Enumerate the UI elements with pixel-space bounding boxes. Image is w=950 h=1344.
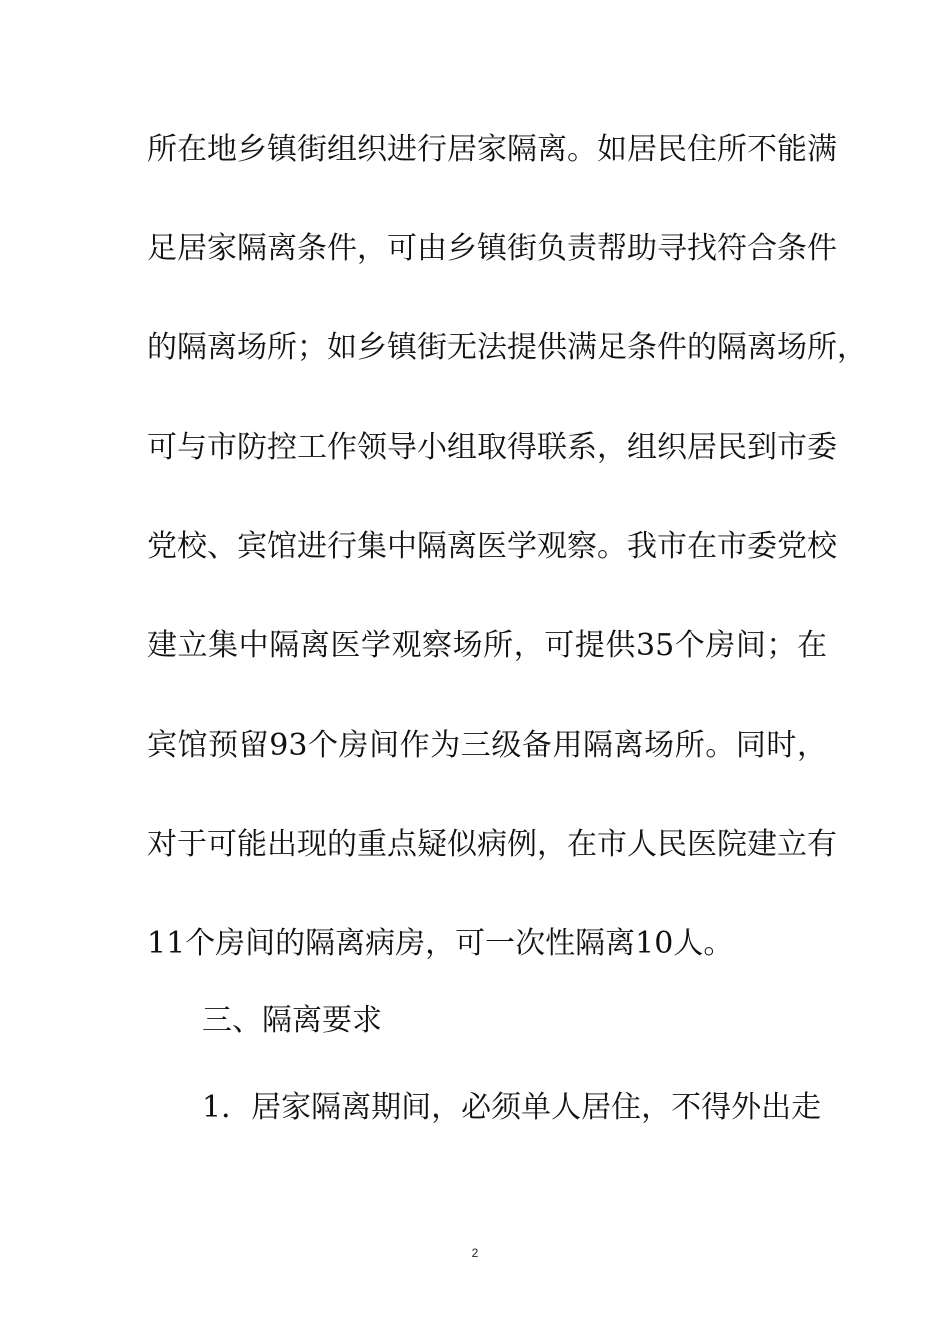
list-item: 1．居家隔离期间，必须单人居住，不得外出走 — [202, 1090, 822, 1125]
paragraph-line: 党校、宾馆进行集中隔离医学观察。我市在市委党校 — [147, 529, 837, 564]
paragraph-line: 建立集中隔离医学观察场所，可提供35个房间；在 — [147, 628, 827, 663]
paragraph-line: 可与市防控工作领导小组取得联系，组织居民到市委 — [147, 430, 837, 465]
paragraph-line: 所在地乡镇街组织进行居家隔离。如居民住所不能满 — [147, 132, 837, 167]
paragraph-line: 足居家隔离条件，可由乡镇街负责帮助寻找符合条件 — [147, 231, 837, 266]
paragraph-line: 宾馆预留93个房间作为三级备用隔离场所。同时， — [147, 728, 827, 763]
page-number: 2 — [471, 1246, 479, 1260]
section-heading: 三、隔离要求 — [202, 1003, 382, 1038]
paragraph-line: 11个房间的隔离病房，可一次性隔离10人。 — [147, 926, 734, 961]
paragraph-line: 的隔离场所；如乡镇街无法提供满足条件的隔离场所， — [147, 330, 867, 365]
paragraph-line: 对于可能出现的重点疑似病例，在市人民医院建立有 — [147, 827, 837, 862]
